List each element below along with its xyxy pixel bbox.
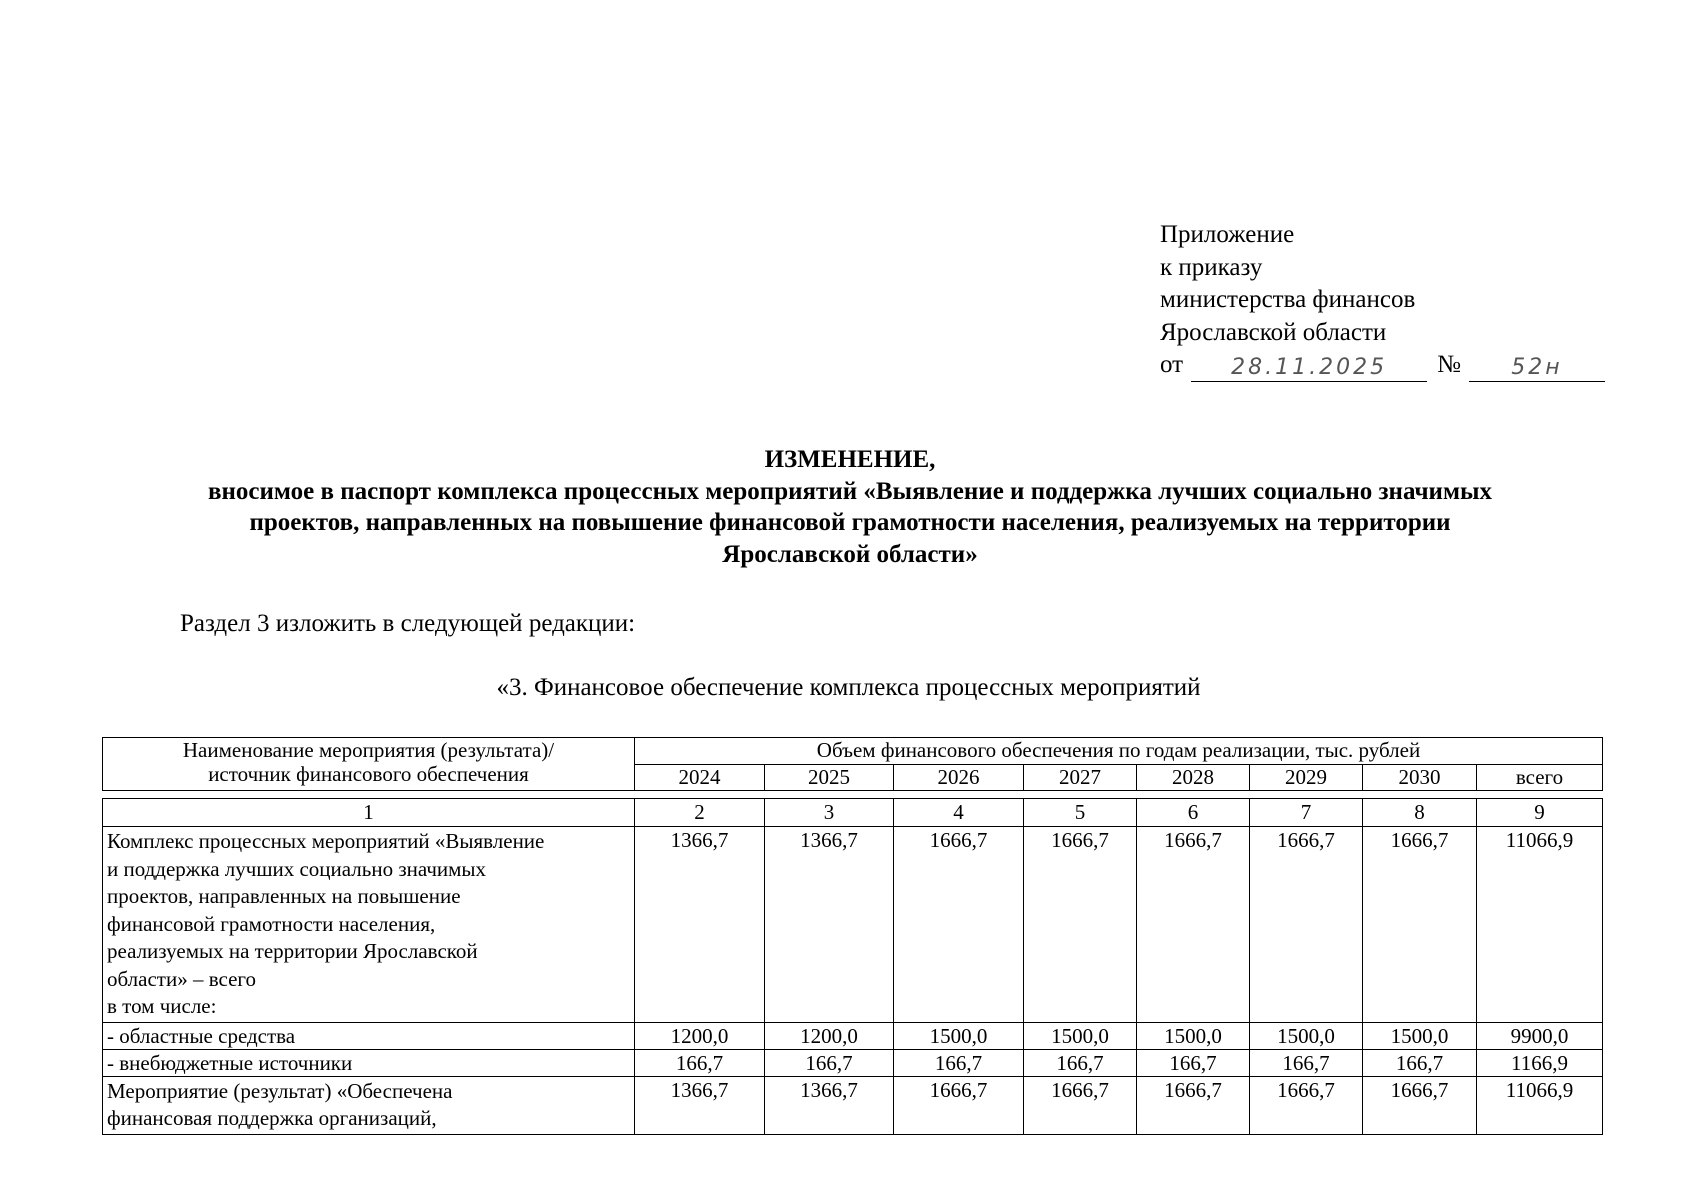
header-year: 2025 [765,765,894,791]
header-name-line: источник финансового обеспечения [208,762,529,786]
value-cell: 1366,7 [635,1076,765,1134]
value-cell: 1200,0 [765,1022,894,1049]
value-cell: 1500,0 [1363,1022,1477,1049]
appendix-line: к приказу [1160,253,1263,281]
header-total: всего [1477,765,1603,791]
title-line: проектов, направленных на повышение финансовой грамотности населения, реализуемых на территории [249,509,1451,536]
row-name-line: в том числе: [107,994,217,1018]
appendix-line: Приложение [1160,221,1295,248]
value-cell: 1200,0 [635,1022,765,1049]
header-year: 2028 [1137,765,1250,791]
value-cell: 1500,0 [1024,1022,1137,1049]
appendix-line: министерства финансов [1160,286,1416,313]
column-index: 5 [1024,799,1137,827]
appendix-line: Ярославской области [1160,318,1387,346]
total-cell: 1166,9 [1477,1049,1603,1076]
value-cell: 166,7 [894,1049,1024,1076]
document-title [90,444,1610,570]
row-name-cell: - внебюджетные источники [103,1049,635,1076]
value-cell: 1666,7 [1137,827,1250,1023]
section-heading-text: «3. Финансовое обеспечение комплекса процессных мероприятий [496,674,1201,701]
header-volume-cell: Объем финансового обеспечения по годам реализации, тыс. рублей [635,738,1603,765]
total-cell: 9900,0 [1477,1022,1603,1049]
value-cell: 1666,7 [1024,1076,1137,1134]
title-main: ИЗМЕНЕНИЕ, [764,446,936,473]
value-cell: 1666,7 [1024,827,1137,1023]
row-name-line: и поддержка лучших социально значимых [107,856,487,881]
column-index: 7 [1250,799,1363,827]
column-index: 3 [765,799,894,827]
number-label: № [1437,351,1461,378]
value-cell: 1666,7 [1137,1076,1250,1134]
row-name-line: Мероприятие (результат) «Обеспечена [107,1078,453,1103]
value-cell: 1666,7 [894,1076,1024,1134]
from-label: от [1160,351,1184,378]
row-name-line: области» – всего [107,966,256,991]
value-cell: 1666,7 [1363,827,1477,1023]
total-cell: 11066,9 [1477,827,1603,1023]
header-year: 2024 [635,765,765,791]
row-name-line: финансовая поддержка организаций, [107,1106,437,1130]
value-cell: 1366,7 [635,827,765,1023]
row-name-cell [103,1076,635,1134]
header-name-line: Наименование мероприятия (результата)/ [182,738,555,762]
instruction-paragraph: Раздел 3 изложить в следующей редакции: [180,610,636,637]
header-year: 2027 [1024,765,1137,791]
column-index: 4 [894,799,1024,827]
table-row [103,1049,1603,1076]
table-row [103,1076,1603,1134]
value-cell: 166,7 [1024,1049,1137,1076]
row-name-line: финансовой грамотности населения, [107,911,436,936]
date-number-row [1160,349,1605,382]
value-cell: 166,7 [1363,1049,1477,1076]
total-cell: 11066,9 [1477,1076,1603,1134]
section-heading [0,674,1697,702]
row-name-line: проектов, направленных на повышение [107,884,461,908]
value-cell: 166,7 [765,1049,894,1076]
row-name-cell: - областные средства [103,1022,635,1049]
value-cell: 1666,7 [894,827,1024,1023]
value-cell: 1500,0 [894,1022,1024,1049]
column-index: 9 [1477,799,1603,827]
row-name-cell [103,827,635,1023]
title-line: Ярославской области» [722,540,978,568]
column-index: 8 [1363,799,1477,827]
value-cell: 1666,7 [1363,1076,1477,1134]
column-index: 2 [635,799,765,827]
value-cell: 1666,7 [1250,827,1363,1023]
appendix-block [1160,219,1605,382]
header-year: 2030 [1363,765,1477,791]
financing-table-header [102,737,1603,791]
column-index-row [103,799,1603,827]
header-year: 2026 [894,765,1024,791]
table-row [103,1022,1603,1049]
value-cell: 166,7 [1137,1049,1250,1076]
value-cell: 1366,7 [765,827,894,1023]
value-cell: 166,7 [635,1049,765,1076]
financing-table-body [102,798,1603,1135]
row-name-line: реализуемых на территории Ярославской [107,939,478,963]
table-row [103,827,1603,1023]
row-name-line: Комплекс процессных мероприятий «Выявление [107,829,545,853]
header-year: 2029 [1250,765,1363,791]
column-index: 6 [1137,799,1250,827]
header-name-cell [103,738,635,791]
value-cell: 166,7 [1250,1049,1363,1076]
handwritten-number: 52н [1469,355,1605,382]
handwritten-date: 28.11.2025 [1191,355,1427,382]
value-cell: 1666,7 [1250,1076,1363,1134]
value-cell: 1500,0 [1250,1022,1363,1049]
column-index: 1 [103,799,635,827]
value-cell: 1366,7 [765,1076,894,1134]
title-line: вносимое в паспорт комплекса процессных мероприятий «Выявление и поддержка лучших социально значимых [208,477,1492,505]
value-cell: 1500,0 [1137,1022,1250,1049]
